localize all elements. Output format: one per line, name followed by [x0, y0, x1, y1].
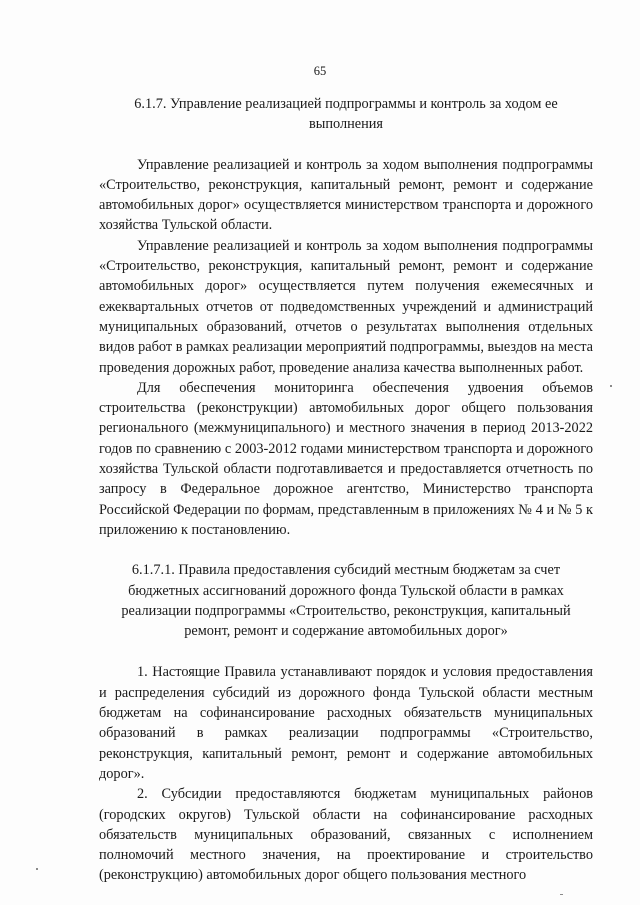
paragraph: Для обеспечения мониторинга обеспечения удвоения объемов строительства (реконструкции) автомобильных дорог общего пользования регионального (межмуниципального) и местного значения в период 2013-2022 годов по сравнению с 2003-2012 годами министерством транспорта и дорожного хозяйства Тульской области подготавливается и предоставляется отчетность по запросу в Федеральное дорожное агентство, Министерство транспорта Российской Федерации по формам, представленным в приложениях № 4 и № 5 к приложению к постановлению.: [99, 379, 593, 538]
scan-speck: [36, 868, 38, 870]
subsection-heading: 6.1.7.1. Правила предоставления субсидий местным бюджетам за счет бюджетных ассигнований дорожного фонда Тульской области в рамках реализации подпрограммы «Строительство, реконструкция, капитальный ремонт, ремонт и содержание автомобильных дорог»: [121, 562, 571, 640]
scan-speck: [610, 385, 612, 387]
page-number: 65: [313, 64, 327, 78]
document-body: [99, 94, 593, 886]
section-heading: 6.1.7. Управление реализацией подпрограммы и контроль за ходом ее выполнения: [134, 96, 558, 133]
paragraph: Управление реализацией и контроль за ходом выполнения подпрограммы «Строительство, реконструкция, капитальный ремонт, ремонт и содержание автомобильных дорог» осуществляется министерством транспорта и дорожного хозяйства Тульской области.: [99, 156, 593, 234]
scan-speck: [560, 894, 563, 895]
rule-paragraph: 1. Настоящие Правила устанавливают порядок и условия предоставления и распределения субсидий из дорожного фонда Тульской области местным бюджетам на софинансирование расходных обязательств муниципальных образований в рамках реализации подпрограммы «Строительство, реконструкция, капитальный ремонт, ремонт и содержание автомобильных дорог».: [99, 664, 593, 782]
paragraph: Управление реализацией и контроль за ходом выполнения подпрограммы «Строительство, реконструкция, капитальный ремонт, ремонт и содержание автомобильных дорог» осуществляется путем получения ежемесячных и ежеквартальных отчетов от подведомственных учреждений и администраций муниципальных образований, отчетов о результатах выполнения отдельных видов работ в рамках реализации мероприятий подпрограммы, выездов на места проведения дорожных работ, проведение анализа качества выполненных работ.: [99, 237, 593, 376]
rule-paragraph: 2. Субсидии предоставляются бюджетам муниципальных районов (городских округов) Тульской области на софинансирование расходных обязательств муниципальных образований, связанных с исполнением полномочий местного значения, на проектирование и строительство (реконструкцию) автомобильных дорог общего пользования местного: [99, 786, 593, 884]
